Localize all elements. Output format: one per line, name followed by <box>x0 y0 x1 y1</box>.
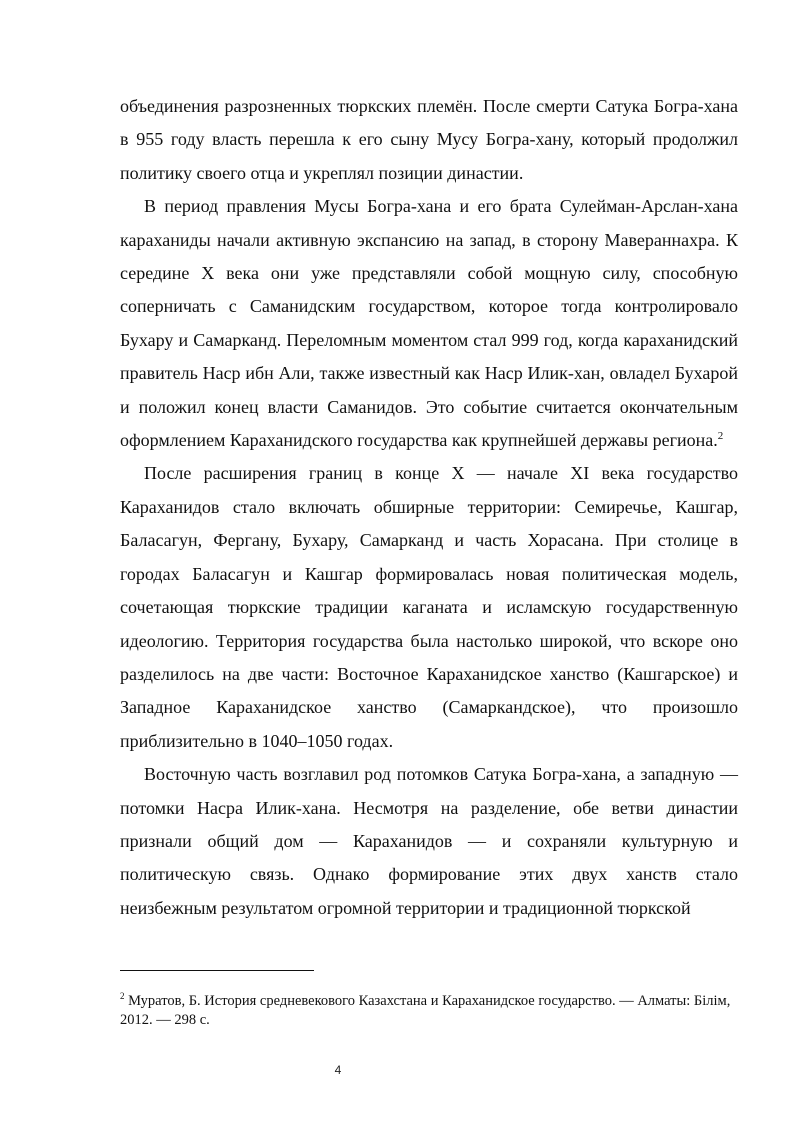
paragraph-3-text: После расширения границ в конце X — начале XI века государство Караханидов стало включать обширные территории: Семиречье, Кашгар, Баласагун, Фергану, Бухару, Самарканд и часть Хорасана. При столице в городах Баласагун и Кашгар формировалась новая политическая модель, сочетающая тюркские традиции каганата и исламскую государственную идеологию. Территория государства была настолько широкой, что вскоре оно разделилось на две части: Восточное Караханидское ханство (Кашгарское) и Западное Караханидское ханство (Самаркандское), что произошло приблизительно в 1040–1050 годах. <box>120 463 738 751</box>
paragraph-3 <box>120 457 738 758</box>
paragraph-4-text: Восточную часть возглавил род потомков Сатука Богра-хана, а западную — потомки Насра Илик-хана. Несмотря на разделение, обе ветви династии признали общий дом — Караханидов — и сохраняли культурную и политическую связь. Однако формирование этих двух ханств стало неизбежным результатом огромной территории и традиционной тюркской <box>120 764 738 918</box>
footnote-separator <box>120 970 314 971</box>
paragraph-2-text: В период правления Мусы Богра-хана и его брата Сулейман-Арслан-хана караханиды начали активную экспансию на запад, в сторону Мавераннахра. К середине X века они уже представляли собой мощную силу, способную соперничать с Саманидским государством, которое тогда контролировало Бухару и Самарканд. Переломным моментом стал 999 год, когда караханидский правитель Наср ибн Али, также известный как Наср Илик-хан, овладел Бухарой и положил конец власти Саманидов. Это событие считается окончательным оформлением Караханидского государства как крупнейшей державы региона. <box>120 196 738 451</box>
paragraph-4 <box>120 758 738 925</box>
footnote <box>120 992 738 1030</box>
footnote-number: 2 <box>120 991 125 1002</box>
paragraph-1-text: объединения разрозненных тюркских племён. После смерти Сатука Богра-хана в 955 году власть перешла к его сыну Мусу Богра-хану, который продолжил политику своего отца и укреплял позиции династии. <box>120 96 738 183</box>
body-text <box>120 90 738 925</box>
paragraph-2 <box>120 190 738 457</box>
footnote-reference[interactable]: 2 <box>717 430 724 443</box>
footnote-text: Муратов, Б. История средневекового Казахстана и Караханидское государство. — Алматы: Білім, 2012. — 298 с. <box>120 993 731 1028</box>
page-number: 4 <box>334 1063 342 1077</box>
paragraph-1 <box>120 90 738 190</box>
